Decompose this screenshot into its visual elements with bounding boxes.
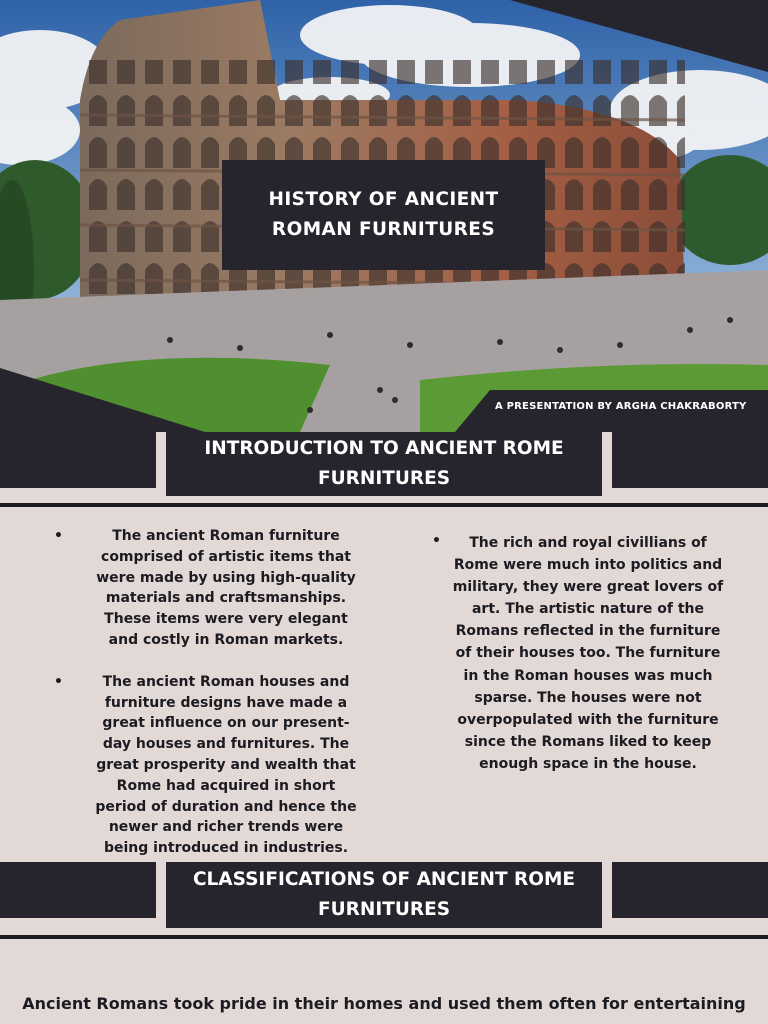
- bullet-icon: •: [54, 673, 63, 690]
- intro-right-column: [432, 532, 724, 775]
- presentation-title-box: [222, 160, 545, 270]
- bullet-text: The ancient Roman furniture comprised of artistic items that were made by using high-quality materials and craftsmanships. These items were very elegant and costly in Roman markets.: [96, 528, 356, 648]
- list-item: [432, 532, 724, 775]
- band-left-block: [0, 432, 156, 488]
- presenter-credit: A PRESENTATION BY ARGHA CHAKRABORTY: [495, 401, 747, 412]
- closing-paragraph: Ancient Romans took pride in their homes and used them often for entertaining: [22, 994, 746, 1013]
- intro-heading: INTRODUCTION TO ANCIENT ROME FURNITURES: [204, 438, 564, 489]
- intro-divider: [0, 503, 768, 507]
- bullet-icon: •: [432, 533, 441, 549]
- bullet-icon: •: [54, 528, 63, 544]
- presentation-title: HISTORY OF ANCIENT ROMAN FURNITURES: [268, 189, 499, 240]
- bullet-text: The rich and royal civillians of Rome were much into politics and military, they were great lovers of art. The artistic nature of the Romans reflected in the furniture of their houses too. The furniture in the Roman houses was much sparse. The houses were not overpopulated with the furniture since the Romans liked to keep enough space in the house.: [452, 535, 724, 772]
- band-right-block: [612, 432, 768, 488]
- intro-left-column: [54, 526, 362, 859]
- classification-divider: [0, 935, 768, 939]
- classification-heading-band: [0, 862, 768, 942]
- hero-section: [0, 0, 768, 432]
- intro-heading-band: [0, 432, 768, 512]
- band-left-block: [0, 862, 156, 918]
- classification-heading-box: [166, 862, 602, 928]
- band-right-block: [612, 862, 768, 918]
- classification-heading: CLASSIFICATIONS OF ANCIENT ROME FURNITURES: [192, 869, 576, 920]
- list-item: [54, 526, 362, 651]
- intro-heading-box: [166, 432, 602, 496]
- list-item: [54, 672, 362, 859]
- bullet-text: The ancient Roman houses and furniture designs have made a great influence on our present-day houses and furnitures. The great prosperity and wealth that Rome had acquired in short period of duration and hence the newer and richer trends were being introduced in industries.: [95, 673, 357, 857]
